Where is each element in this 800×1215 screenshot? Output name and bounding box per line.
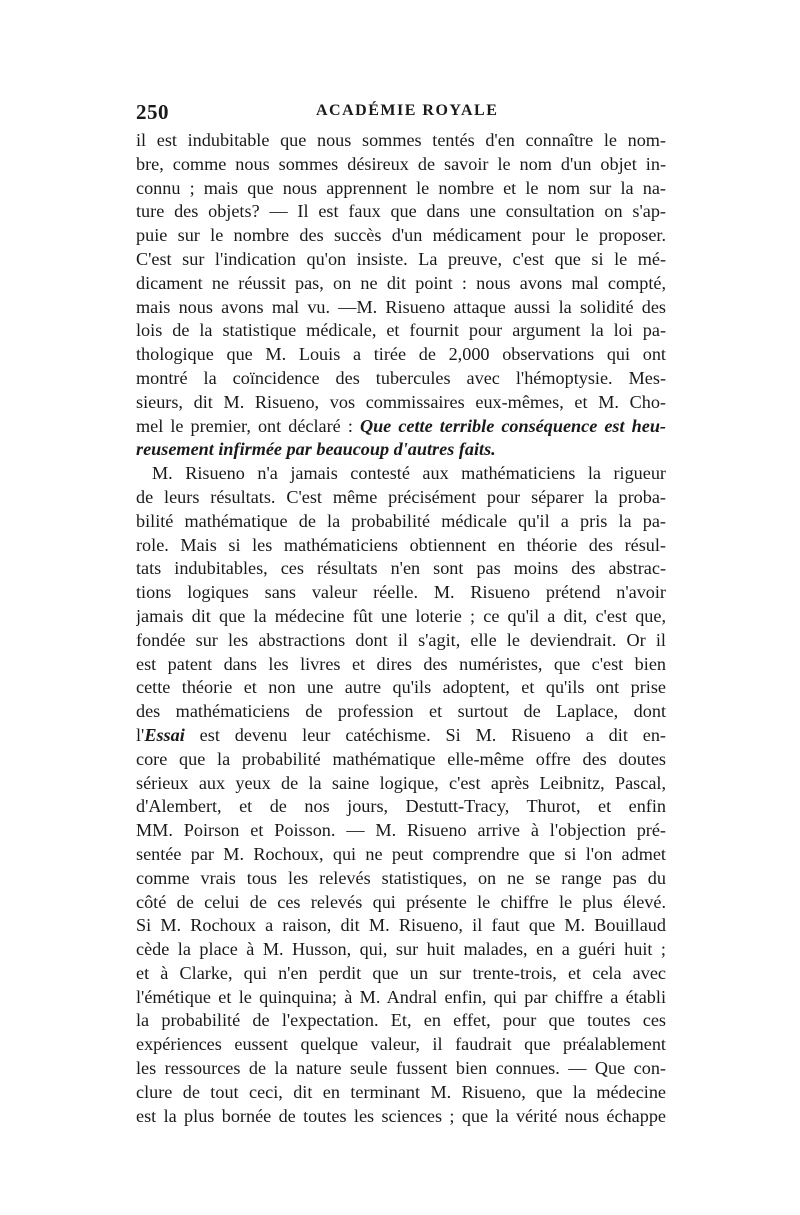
text-line: sérieux aux yeux de la saine logique, c'est après Leibnitz, Pascal,	[136, 772, 666, 793]
text-line: bilité mathématique de la probabilité médicale qu'il a pris la pa-	[136, 510, 666, 531]
text-run: mel le premier, ont déclaré :	[136, 415, 360, 436]
text-line: tions logiques sans valeur réelle. M. Risueno prétend n'avoir	[136, 582, 666, 603]
text-line: il est indubitable que nous sommes tentés d'en connaître le nom-	[136, 130, 666, 150]
text-line: fondée sur les abstractions dont il s'agit, elle le deviendrait. Or il	[136, 629, 666, 650]
text-line: connu ; mais que nous apprennent le nombre et le nom sur la na-	[136, 177, 666, 198]
text-line: Si M. Rochoux a raison, dit M. Risueno, il faut que M. Bouillaud	[136, 915, 666, 936]
text-line: montré la coïncidence des tubercules avec l'hémoptysie. Mes-	[136, 367, 666, 388]
text-line: sentée par M. Rochoux, qui ne peut comprendre que si l'on admet	[136, 843, 666, 864]
text-line: ture des objets? — Il est faux que dans une consultation on s'ap-	[136, 201, 666, 222]
body-text	[136, 129, 666, 1128]
text-line: cette théorie et non une autre qu'ils adoptent, et qu'ils ont prise	[136, 677, 666, 698]
text-line: core que la probabilité mathématique elle-même offre des doutes	[136, 748, 666, 769]
text-line: est patent dans les livres et dires des numéristes, que c'est bien	[136, 653, 666, 674]
paragraph-start-line: M. Risueno n'a jamais contesté aux mathématiciens la rigueur	[152, 463, 666, 484]
text-line: tats indubitables, ces résultats n'en sont pas moins des abstrac-	[136, 558, 666, 579]
text-line: lois de la statistique médicale, et fournit pour argument la loi pa-	[136, 320, 666, 341]
page-number: 250	[136, 100, 169, 124]
text-line: expériences eussent quelque valeur, il faudrait que préalablement	[136, 1034, 666, 1055]
text-line: dicament ne réussit pas, on ne dit point : nous avons mal compté,	[136, 272, 666, 293]
text-run: est devenu leur catéchisme. Si M. Risueno a dit en-	[184, 724, 666, 745]
page-header	[136, 100, 666, 124]
italic-quote: Que cette terrible conséquence est heu-	[359, 415, 666, 436]
text-line: l'émétique et le quinquina; à M. Andral enfin, qui par chiffre a établi	[136, 986, 666, 1007]
text-line-mixed	[136, 415, 666, 439]
text-line: jamais dit que la médecine fût une loterie ; ce qu'il a dit, c'est que,	[136, 605, 666, 626]
text-line: MM. Poirson et Poisson. — M. Risueno arrive à l'objection pré-	[136, 820, 666, 841]
text-line: des mathématiciens de profession et surtout de Laplace, dont	[136, 701, 666, 722]
text-line-italic: reusement infirmée par beaucoup d'autres faits.	[136, 439, 496, 460]
text-line: et à Clarke, qui n'en perdit que un sur trente-trois, et cela avec	[136, 962, 666, 983]
text-line: cède la place à M. Husson, qui, sur huit malades, en a guéri huit ;	[136, 939, 666, 960]
text-line: les ressources de la nature seule fussent bien connues. — Que con-	[136, 1058, 666, 1079]
text-line: de leurs résultats. C'est même précisément pour séparer la proba-	[136, 486, 666, 507]
text-line: mais nous avons mal vu. —M. Risueno attaque aussi la solidité des	[136, 296, 666, 317]
italic-word: Essai	[144, 724, 185, 745]
text-line: est la plus bornée de toutes les sciences ; que la vérité nous échappe	[136, 1105, 666, 1126]
text-line: C'est sur l'indication qu'on insiste. La preuve, c'est que si le mé-	[136, 248, 666, 269]
running-title: ACADÉMIE ROYALE	[316, 102, 499, 119]
text-line: comme vrais tous les relevés statistiques, on ne se range pas du	[136, 867, 666, 888]
text-line: la probabilité de l'expectation. Et, en effet, pour que toutes ces	[136, 1010, 666, 1031]
text-line: bre, comme nous sommes désireux de savoir le nom d'un objet in-	[136, 153, 666, 174]
text-run: l'	[136, 724, 145, 745]
text-line: d'Alembert, et de nos jours, Destutt-Tracy, Thurot, et enfin	[136, 796, 666, 817]
text-line: sieurs, dit M. Risueno, vos commissaires eux-mêmes, et M. Cho-	[136, 391, 666, 412]
text-line-mixed	[136, 724, 666, 748]
text-line: côté de celui de ces relevés qui présente le chiffre le plus élevé.	[136, 891, 666, 912]
text-line: puie sur le nombre des succès d'un médicament pour le proposer.	[136, 225, 666, 246]
text-line: clure de tout ceci, dit en terminant M. Risueno, que la médecine	[136, 1081, 666, 1102]
text-line: thologique que M. Louis a tirée de 2,000 observations qui ont	[136, 344, 666, 365]
text-line: role. Mais si les mathématiciens obtiennent en théorie des résul-	[136, 534, 666, 555]
